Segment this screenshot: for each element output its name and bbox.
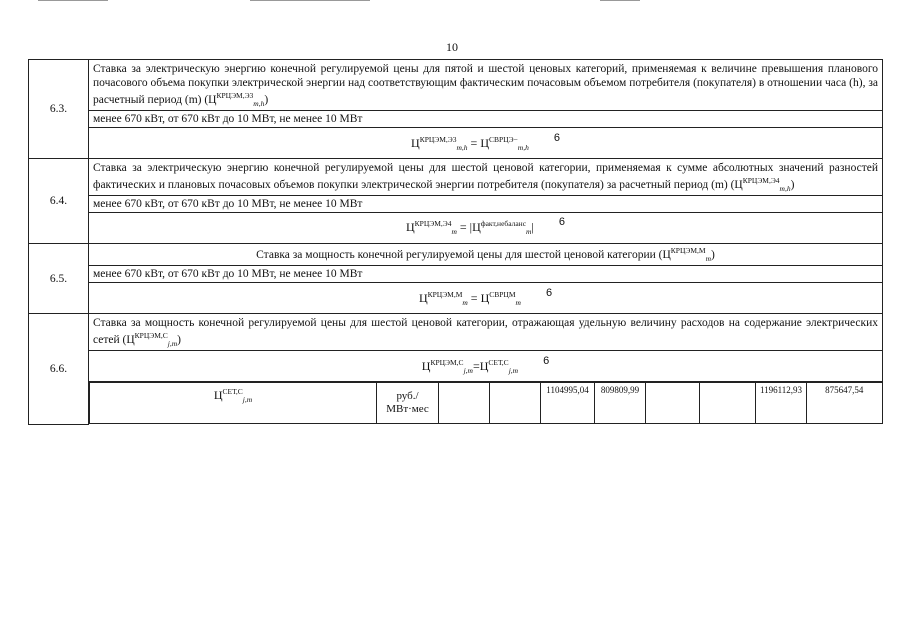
power-range: менее 670 кВт, от 670 кВт до 10 МВт, не менее 10 МВт xyxy=(89,266,883,283)
row-number: 6.5. xyxy=(29,243,89,313)
value-cell: 809809,99 xyxy=(595,383,646,424)
page-number: 10 xyxy=(446,40,458,54)
value-cell xyxy=(439,383,490,424)
tariff-table xyxy=(28,59,883,425)
power-range: менее 670 кВт, от 670 кВт до 10 МВт, не менее 10 МВт xyxy=(89,195,883,212)
row-description: Ставка за электрическую энергию конечной регулируемой цены для шестой ценовой категории, применяемая к сумме абсолютных значений разностей фактических и плановых почасовых объемов покупки электрической энергии потребителя (покупателя) за расчетный период (m) $(Ц^{КРЦЭМ,Э4}_{m,h})$ xyxy=(89,159,883,196)
formula: $Ц^{КРЦЭМ,М}_m = Ц^{СВРЦМ}_m$ 6 xyxy=(89,283,883,314)
table-row xyxy=(29,314,883,351)
row-description: Ставка за мощность конечной регулируемой цены для шестой ценовой категории $(Ц^{КРЦЭМ,М}_m)$ xyxy=(89,243,883,265)
table-row xyxy=(29,159,883,196)
row-number: 6.6. xyxy=(29,314,89,424)
value-cell: 1196112,93 xyxy=(756,383,807,424)
table-row xyxy=(29,60,883,111)
table-row xyxy=(29,243,883,265)
values-table xyxy=(89,382,883,424)
value-label: $Ц^{СЕТ,С}_{j,m}$ xyxy=(90,383,377,424)
row-description: Ставка за мощность конечной регулируемой цены для шестой ценовой категории, отражающая удельную величину расходов на содержание электрических сетей $(Ц^{КРЦЭМ,С}_{j,m})$ xyxy=(89,314,883,351)
formula: $Ц^{КРЦЭМ,Э3}_{m,h} = Ц^{СВРЦЭ-}_{m,h}$ 6 xyxy=(89,128,883,159)
power-range: менее 670 кВт, от 670 кВт до 10 МВт, не менее 10 МВт xyxy=(89,111,883,128)
note-mark: 6 xyxy=(558,216,565,229)
note-mark: 6 xyxy=(545,286,553,299)
unit-cell: руб./ МВт·мес xyxy=(377,383,439,424)
value-cell xyxy=(490,383,541,424)
row-number: 6.4. xyxy=(29,159,89,244)
values-cell xyxy=(89,382,883,425)
value-cell: 1104995,04 xyxy=(541,383,595,424)
row-number: 6.3. xyxy=(29,60,89,159)
value-cell xyxy=(646,383,700,424)
note-mark: 6 xyxy=(543,354,550,367)
value-cell: 875647,54 xyxy=(807,383,883,424)
note-mark: 6 xyxy=(553,131,560,144)
table-row xyxy=(90,383,883,424)
formula: $Ц^{КРЦЭМ,С}_{j,m}=Ц^{СЕТ,С}_{j,m}$ 6 xyxy=(89,351,883,382)
row-description: Ставка за электрическую энергию конечной регулируемой цены для пятой и шестой ценовых категорий, применяемая к величине превышения планового почасового объема покупки электрической энергии над соответствующим фактическим почасовым объемом потребителя (покупателя) в отношении часа (h), за расчетный период (m) $(Ц^{КРЦЭМ,Э3}_{m,h})$ xyxy=(89,60,883,111)
value-cell xyxy=(700,383,756,424)
formula: $Ц^{КРЦЭМ,Э4}_m = |Ц^{факт,небаланс}_m|$ 6 xyxy=(89,212,883,243)
